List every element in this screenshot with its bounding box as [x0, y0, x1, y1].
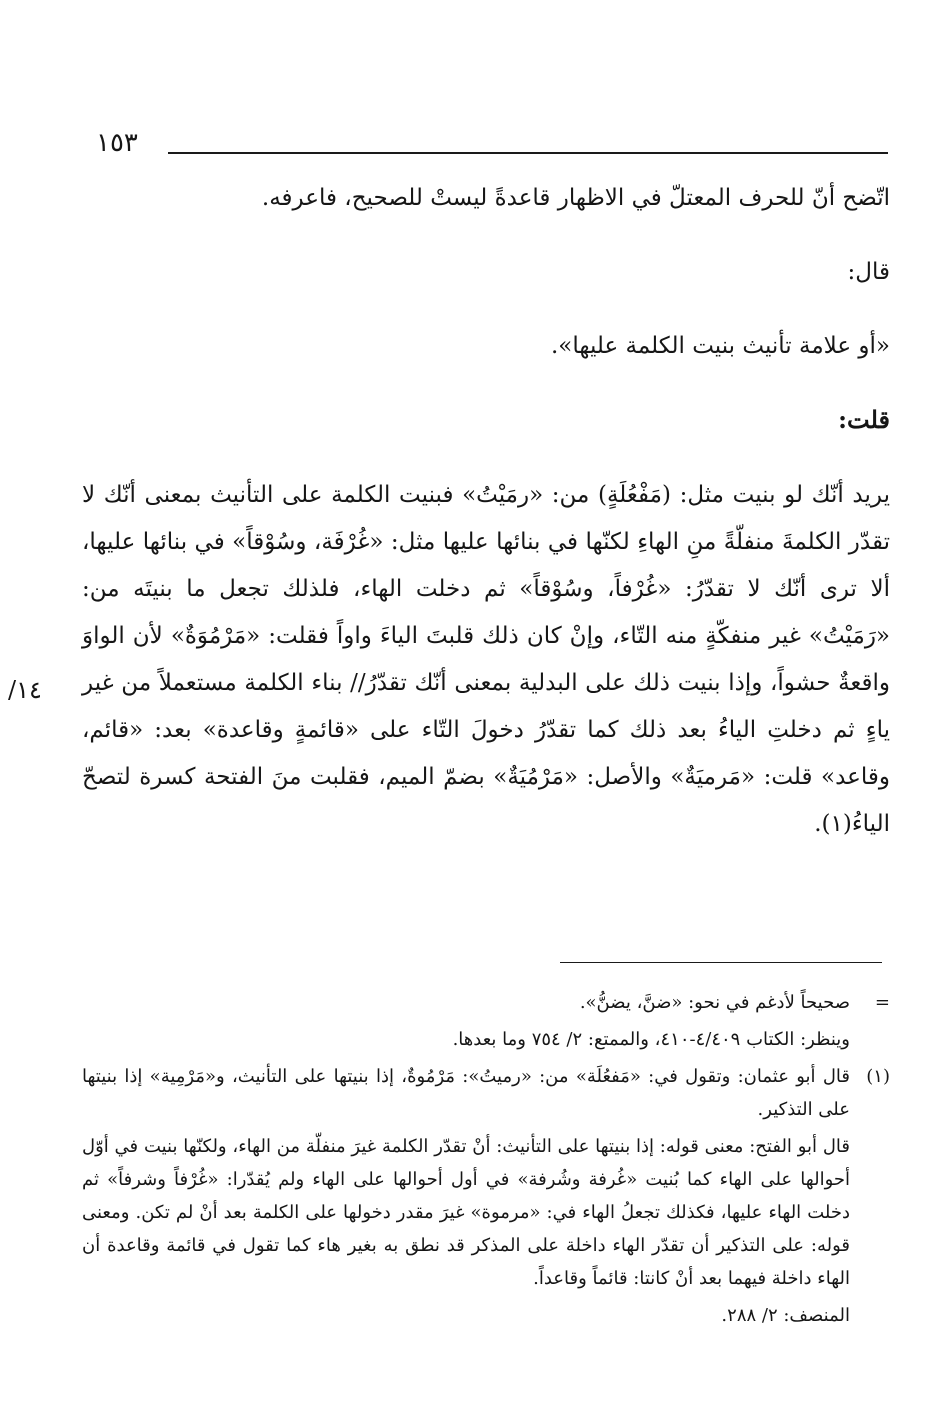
footnote-rule — [560, 962, 882, 963]
continuation-mark: = — [874, 992, 890, 1013]
footnotes — [82, 986, 890, 1336]
margin-folio-note: ١٤/ — [8, 676, 42, 704]
continuation-text: صحيحاً لأدغم في نحو: «ضنَّ، يضنُّ». — [579, 992, 850, 1013]
footnote-1-text: قال أبو عثمان: وتقول في: «مَفعُلَة» من: «رميتُ»: مَرْمُوةٌ، إذا بنيتها على التأنيث، و«مَرْمِية» إذا بنيتها على التذكير. — [82, 1066, 850, 1120]
footnote-continuation-ref — [82, 1023, 890, 1056]
opening-line: اتّضح أنّ للحرف المعتلّ في الاظهار قاعدةً ليستْ للصحيح، فاعرفه. — [261, 185, 890, 211]
footnote-1-mark: (١) — [866, 1066, 890, 1087]
continuation-reference: وينظر: الكتاب ٤/٤٠٩-٤١٠، والممتع: ٢/ ٧٥٤ وما بعدها. — [452, 1029, 850, 1050]
footnote-continuation — [82, 986, 890, 1019]
page-number: ١٥٣ — [96, 128, 138, 158]
footnote-1 — [82, 1060, 890, 1126]
qultu-heading: قلت: — [838, 405, 890, 434]
footnote-1-commentary: قال أبو الفتح: معنى قوله: إذا بنيتها على التأنيث: أنْ تقدّر الكلمة غيرَ منفلّة من الهاء، ولكنّها بنيت في أوّل أحوالها على الهاء كما بُنيت «غُرفة وشُرفة» في أول أحوالها على الهاء ولم يُقدّرا: «غُرْفاً وشرفاً» ثم دخلت الهاء عليها، فكذلك تجعلُ الهاء في: «مرموة» غيرَ مقدر دخولها على الكلمة بعد أنْ لم تكن. ومعنى قوله: على التذكير أن تقدّر الهاء داخلة على المذكر قد نطق به بغير هاء كما تقول في قائمة وقاعدة أن الهاء داخلة فيهما بعد أنْ كانتا: قائماً وقاعداً. — [82, 1136, 850, 1289]
qala-label: قال: — [847, 259, 890, 285]
footnote-1-source: المنصف: ٢/ ٢٨٨. — [721, 1305, 850, 1326]
header-rule — [168, 152, 888, 154]
quoted-text: «أو علامة تأنيث بنيت الكلمة عليها». — [550, 333, 890, 359]
footnote-1-source-line — [82, 1299, 890, 1332]
commentary-paragraph: يريد أنّك لو بنيت مثل: (مَفْعُلَةٍ) من: «رمَيْتُ» فبنيت الكلمة على التأنيث بمعنى أنّك لا تقدّر الكلمةَ منفلّةً منِ الهاءِ لكنّها في بنائها عليها مثل: «غُرْفَة، وسُوْقاً» في بنائها عليها، ألا ترى أنّك لا تقدّرُ: «غُرْفاً، وسُوْقاً» ثم دخلت الهاء، فلذلك تجعل ما بنيتَه من: «رَمَيْتُ» غير منفكّةٍ منه التّاء، وإنْ كان ذلك قلبتَ الياءَ واواً فقلت: «مَرْمُوَةٌ» لأن الواوَ واقعةٌ حشواً، وإذا بنيت ذلك على البدلية بمعنى أنّك تقدّرُ// بناء الكلمة مستعملاً من غير ياءٍ ثم دخلتِ الياءُ بعد ذلك كما تقدّرُ دخولَ التّاء على «قائمةٍ وقاعدة» بعد: «قائم، وقاعد» قلت: «مَرميَةٌ» والأصل: «مَرْمُيَةٌ» بضمّ الميم، فقلبت منَ الفتحة كسرة لتصحّ الياءُ(١). — [82, 482, 890, 837]
main-text — [82, 176, 890, 848]
footnote-1-paragraph-2 — [82, 1130, 890, 1295]
